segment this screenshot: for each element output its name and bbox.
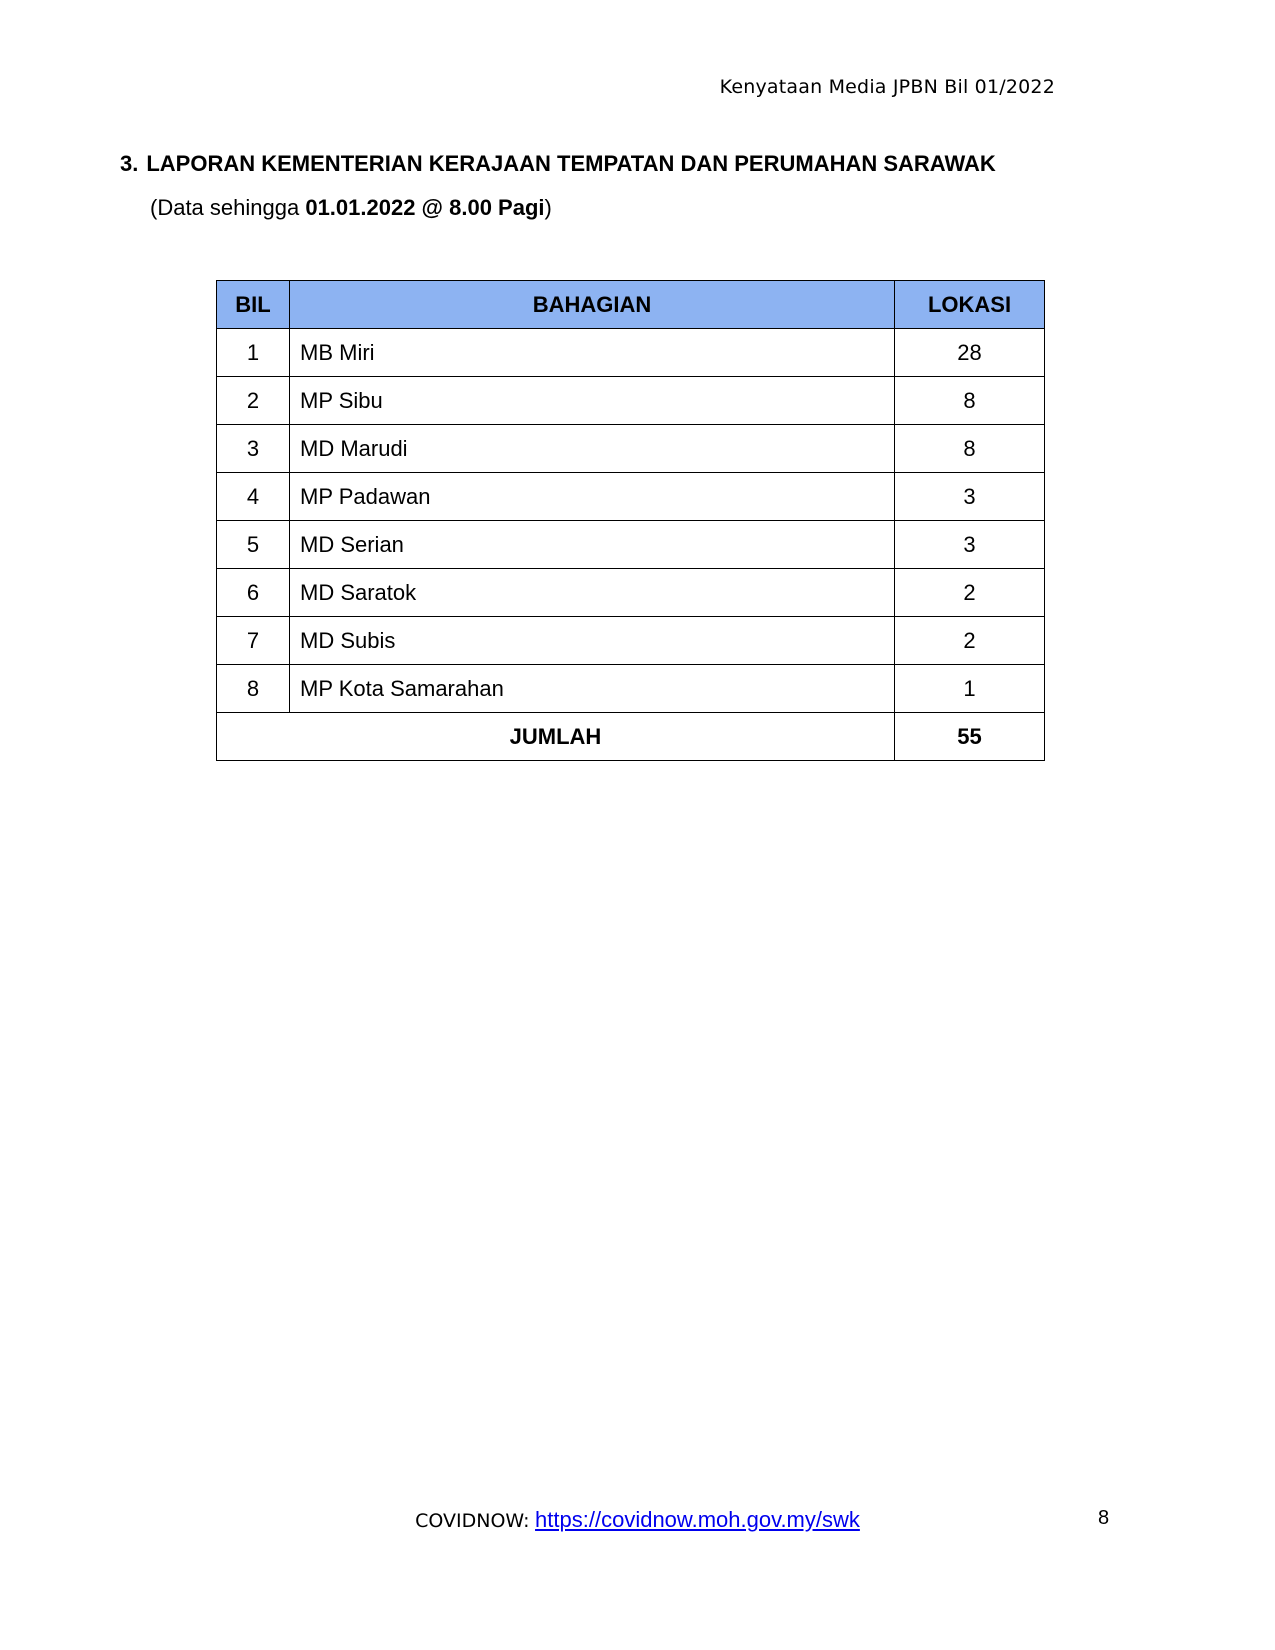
table-row [217,377,1045,425]
header-lokasi: LOKASI [895,281,1045,329]
subtitle-prefix: (Data sehingga [150,195,306,220]
total-value: 55 [895,713,1045,761]
table-total-row [217,713,1045,761]
cell-bil: 2 [217,377,290,425]
cell-bil: 7 [217,617,290,665]
table-row [217,569,1045,617]
cell-bahagian: MP Kota Samarahan [290,665,895,713]
cell-bil: 4 [217,473,290,521]
section-number: 3. [120,151,139,176]
table-header-row [217,281,1045,329]
cell-lokasi: 3 [895,473,1045,521]
subtitle-suffix: ) [544,195,552,220]
footer-label: COVIDNOW: [415,1510,530,1532]
cell-bil: 1 [217,329,290,377]
cell-bil: 3 [217,425,290,473]
table-row [217,329,1045,377]
page-number: 8 [1098,1507,1110,1529]
cell-bil: 8 [217,665,290,713]
covidnow-link[interactable]: https://covidnow.moh.gov.my/swk [535,1507,860,1532]
cell-lokasi: 28 [895,329,1045,377]
header-bil: BIL [217,281,290,329]
cell-bahagian: MP Padawan [290,473,895,521]
cell-bahagian: MD Serian [290,521,895,569]
table-row [217,665,1045,713]
footer [0,1507,1275,1533]
cell-lokasi: 3 [895,521,1045,569]
cell-lokasi: 1 [895,665,1045,713]
report-table [216,280,1045,761]
section-subtitle [150,195,552,221]
cell-bahagian: MB Miri [290,329,895,377]
cell-lokasi: 2 [895,569,1045,617]
table-row [217,521,1045,569]
table-row [217,617,1045,665]
cell-bahagian: MD Marudi [290,425,895,473]
table-row [217,473,1045,521]
section-title-text: LAPORAN KEMENTERIAN KERAJAAN TEMPATAN DAN PERUMAHAN SARAWAK [146,151,996,176]
cell-lokasi: 8 [895,377,1045,425]
table-row [217,425,1045,473]
cell-bil: 5 [217,521,290,569]
section-title [120,151,996,177]
header-bahagian: BAHAGIAN [290,281,895,329]
cell-lokasi: 2 [895,617,1045,665]
subtitle-date: 01.01.2022 @ 8.00 Pagi [305,195,545,220]
cell-bil: 6 [217,569,290,617]
total-label: JUMLAH [217,713,895,761]
cell-lokasi: 8 [895,425,1045,473]
document-reference: Kenyataan Media JPBN Bil 01/2022 [719,76,1055,98]
cell-bahagian: MD Saratok [290,569,895,617]
cell-bahagian: MD Subis [290,617,895,665]
cell-bahagian: MP Sibu [290,377,895,425]
